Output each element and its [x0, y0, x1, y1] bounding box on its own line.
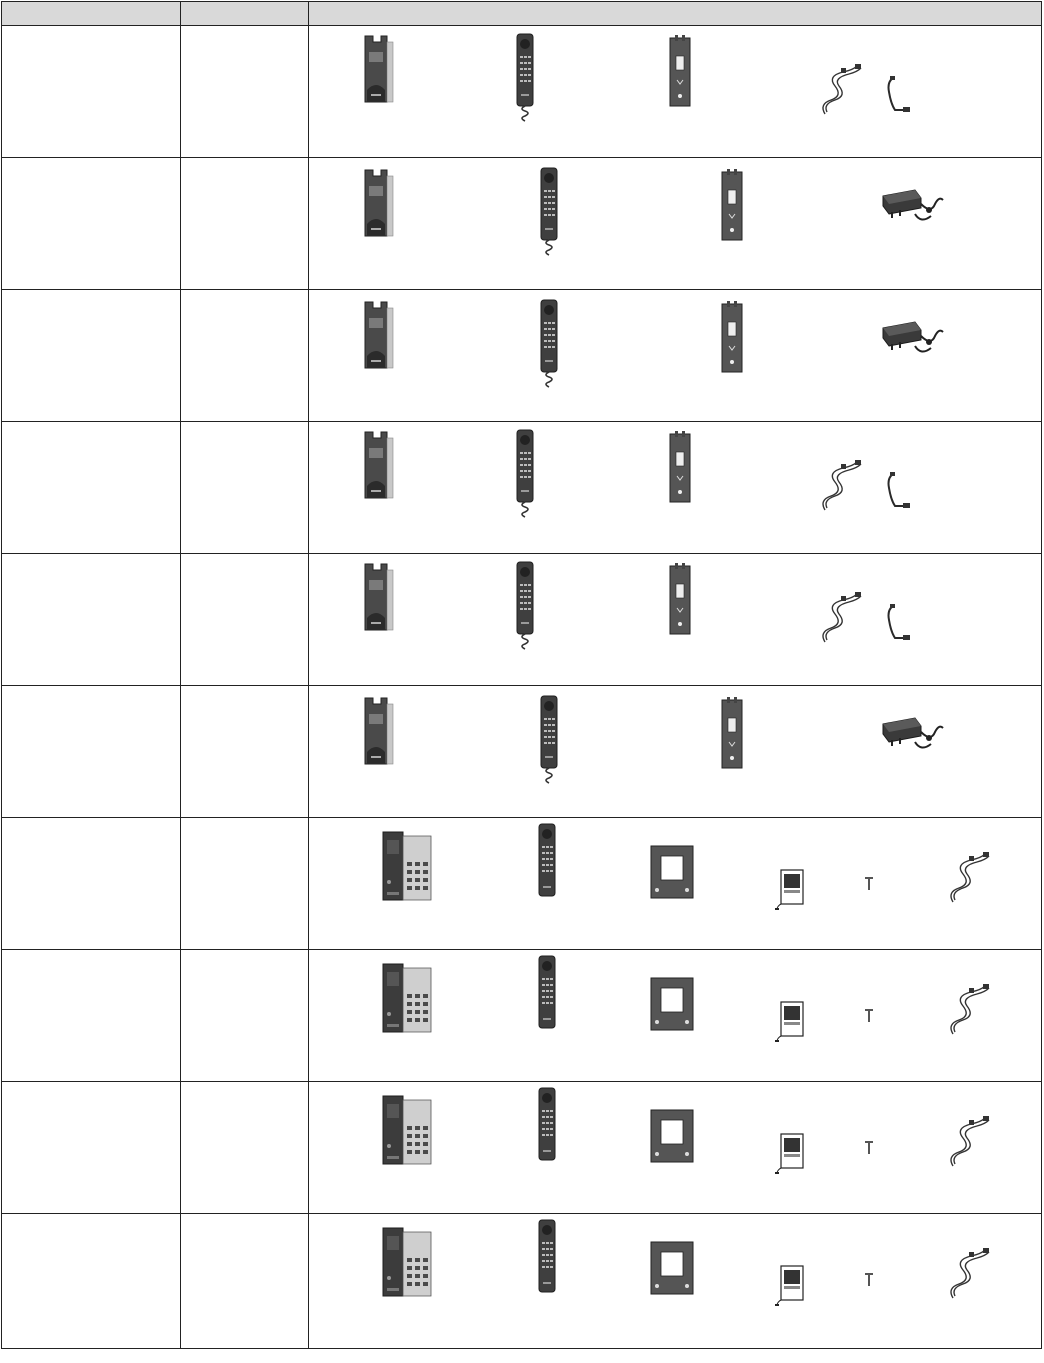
line-cord-icon — [817, 458, 867, 514]
desk-stand-icon — [647, 1106, 697, 1166]
power-adapter-icon — [879, 316, 949, 360]
corded-handset-icon — [505, 428, 545, 518]
description-cell — [181, 290, 309, 422]
base-unit-icon — [359, 694, 395, 770]
model-cell — [2, 818, 181, 950]
base-unit-icon — [359, 166, 395, 242]
wall-bracket-icon — [665, 430, 695, 506]
corded-handset-icon — [529, 694, 569, 784]
contents-cell — [309, 1214, 1042, 1349]
belt-clip-icon — [863, 1140, 875, 1156]
cordless-handset-icon — [527, 1218, 567, 1308]
description-cell — [181, 818, 309, 950]
description-cell — [181, 158, 309, 290]
table-row — [2, 290, 1042, 422]
table-body — [2, 26, 1042, 1349]
coil-cord-icon — [883, 604, 913, 644]
belt-clip-icon — [863, 1272, 875, 1288]
contents-cell — [309, 818, 1042, 950]
base-unit-icon — [359, 560, 395, 636]
package-contents-table — [1, 1, 1042, 1349]
desk-phone-icon — [375, 1090, 435, 1170]
wall-bracket-icon — [717, 696, 747, 772]
table-row — [2, 1214, 1042, 1349]
wall-bracket-icon — [717, 300, 747, 376]
battery-pack-icon — [775, 866, 805, 910]
corded-handset-icon — [529, 166, 569, 256]
model-cell — [2, 1214, 181, 1349]
cordless-handset-icon — [527, 822, 567, 912]
model-cell — [2, 290, 181, 422]
corded-handset-icon — [505, 32, 545, 122]
corded-handset-icon — [529, 298, 569, 388]
contents-cell — [309, 26, 1042, 158]
coil-cord-icon — [883, 472, 913, 512]
battery-pack-icon — [775, 1130, 805, 1174]
table-row — [2, 1082, 1042, 1214]
description-cell — [181, 26, 309, 158]
line-cord-icon — [945, 1246, 995, 1302]
header-model — [2, 2, 181, 26]
table-row — [2, 818, 1042, 950]
battery-pack-icon — [775, 998, 805, 1042]
belt-clip-icon — [863, 876, 875, 892]
desk-stand-icon — [647, 974, 697, 1034]
base-unit-icon — [359, 298, 395, 374]
contents-cell — [309, 950, 1042, 1082]
desk-phone-icon — [375, 958, 435, 1038]
line-cord-icon — [817, 590, 867, 646]
table-row — [2, 26, 1042, 158]
model-cell — [2, 26, 181, 158]
battery-pack-icon — [775, 1262, 805, 1306]
model-cell — [2, 158, 181, 290]
description-cell — [181, 554, 309, 686]
power-adapter-icon — [879, 184, 949, 228]
wall-bracket-icon — [665, 562, 695, 638]
model-cell — [2, 1082, 181, 1214]
description-cell — [181, 1214, 309, 1349]
line-cord-icon — [945, 850, 995, 906]
table-row — [2, 686, 1042, 818]
coil-cord-icon — [883, 76, 913, 116]
desk-stand-icon — [647, 1238, 697, 1298]
header-description — [181, 2, 309, 26]
model-cell — [2, 422, 181, 554]
contents-cell — [309, 158, 1042, 290]
description-cell — [181, 950, 309, 1082]
table-row — [2, 158, 1042, 290]
contents-cell — [309, 290, 1042, 422]
base-unit-icon — [359, 428, 395, 504]
cordless-handset-icon — [527, 1086, 567, 1176]
corded-handset-icon — [505, 560, 545, 650]
table-row — [2, 554, 1042, 686]
line-cord-icon — [945, 1114, 995, 1170]
description-cell — [181, 1082, 309, 1214]
model-cell — [2, 950, 181, 1082]
table-header-row — [2, 2, 1042, 26]
table-row — [2, 422, 1042, 554]
cordless-handset-icon — [527, 954, 567, 1044]
desk-phone-icon — [375, 826, 435, 906]
line-cord-icon — [817, 62, 867, 118]
belt-clip-icon — [863, 1008, 875, 1024]
wall-bracket-icon — [717, 168, 747, 244]
description-cell — [181, 422, 309, 554]
description-cell — [181, 686, 309, 818]
contents-cell — [309, 554, 1042, 686]
desk-stand-icon — [647, 842, 697, 902]
desk-phone-icon — [375, 1222, 435, 1302]
table-row — [2, 950, 1042, 1082]
contents-cell — [309, 686, 1042, 818]
base-unit-icon — [359, 32, 395, 108]
header-contents — [309, 2, 1042, 26]
model-cell — [2, 686, 181, 818]
contents-cell — [309, 422, 1042, 554]
contents-cell — [309, 1082, 1042, 1214]
model-cell — [2, 554, 181, 686]
line-cord-icon — [945, 982, 995, 1038]
power-adapter-icon — [879, 712, 949, 756]
wall-bracket-icon — [665, 34, 695, 110]
